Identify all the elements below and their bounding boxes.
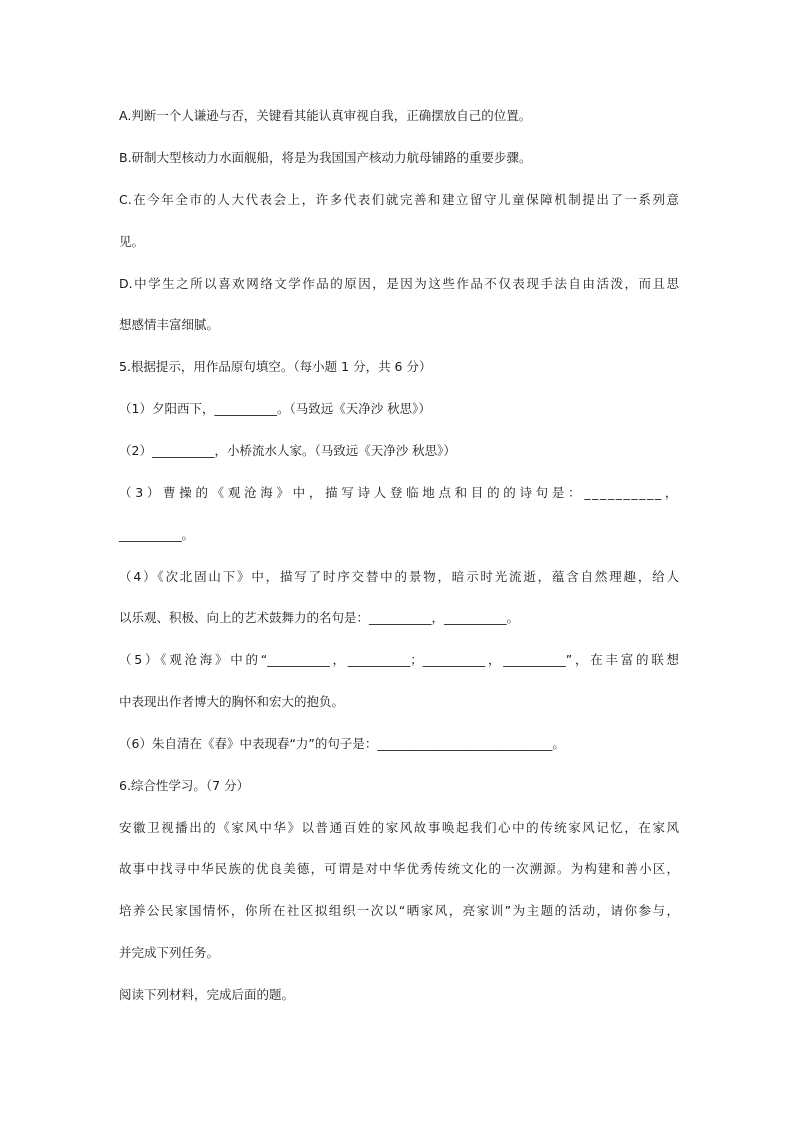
material-paragraph-line-2: 故事中找寻中华民族的优良美德，可谓是对中华优秀传统文化的一次溯源。为构建和善小区， — [119, 861, 679, 876]
option-d-text: D.中学生之所以喜欢网络文学作品的原因，是因为这些作品不仅表现手法自由活泼，而且思 — [119, 276, 679, 291]
reading-instruction: 阅读下列材料，完成后面的题。 — [119, 987, 295, 1002]
option-a-text: A.判断一个人谦逊与否，关键看其能认真审视自我，正确摆放自己的位置。 — [119, 108, 532, 123]
material-paragraph-line-3: 培养公民家国情怀，你所在社区拟组织一次以“晒家风，亮家训”为主题的活动，请你参与， — [119, 903, 679, 918]
question-5-item-3-cont: __________。 — [119, 527, 195, 542]
material-paragraph-line-1: 安徽卫视播出的《家风中华》以普通百姓的家风故事唤起我们心中的传统家风记忆，在家风 — [119, 820, 679, 835]
question-5-item-5: （5）《观沧海》中的“__________，__________；__________，__________”，在丰富的联想 — [119, 652, 679, 667]
option-b-text: B.研制大型核动力水面舰船，将是为我国国产核动力航母铺路的重要步骤。 — [119, 150, 532, 165]
option-c-text: C.在今年全市的人大代表会上，许多代表们就完善和建立留守儿童保障机制提出了一系列意 — [119, 192, 679, 207]
question-5-item-1: （1）夕阳西下，__________。（马致远《天净沙 秋思》） — [119, 401, 431, 416]
question-5-heading: 5.根据提示，用作品原句填空。（每小题 1 分，共 6 分） — [119, 359, 432, 374]
question-5-item-4-cont: 以乐观、积极、向上的艺术鼓舞力的名句是：__________，__________。 — [119, 610, 520, 625]
question-5-item-5-cont: 中表现出作者博大的胸怀和宏大的抱负。 — [119, 694, 345, 709]
question-5-item-4: （4）《次北固山下》中，描写了时序交替中的景物，暗示时光流逝，蕴含自然理趣，给人 — [119, 569, 679, 584]
option-d-text-cont: 想感情丰富细腻。 — [119, 317, 220, 332]
question-6-heading: 6.综合性学习。（7 分） — [119, 778, 250, 793]
option-c-text-cont: 见。 — [119, 234, 145, 249]
material-paragraph-line-4: 并完成下列任务。 — [119, 945, 220, 960]
question-5-item-3: （3）曹操的《观沧海》中，描写诗人登临地点和目的的诗句是：__________， — [119, 485, 679, 500]
question-5-item-2: （2）__________，小桥流水人家。（马致远《天净沙 秋思》） — [119, 443, 456, 458]
question-5-item-6: （6）朱自清在《春》中表现春“力”的句子是：____________________________。 — [119, 736, 565, 751]
